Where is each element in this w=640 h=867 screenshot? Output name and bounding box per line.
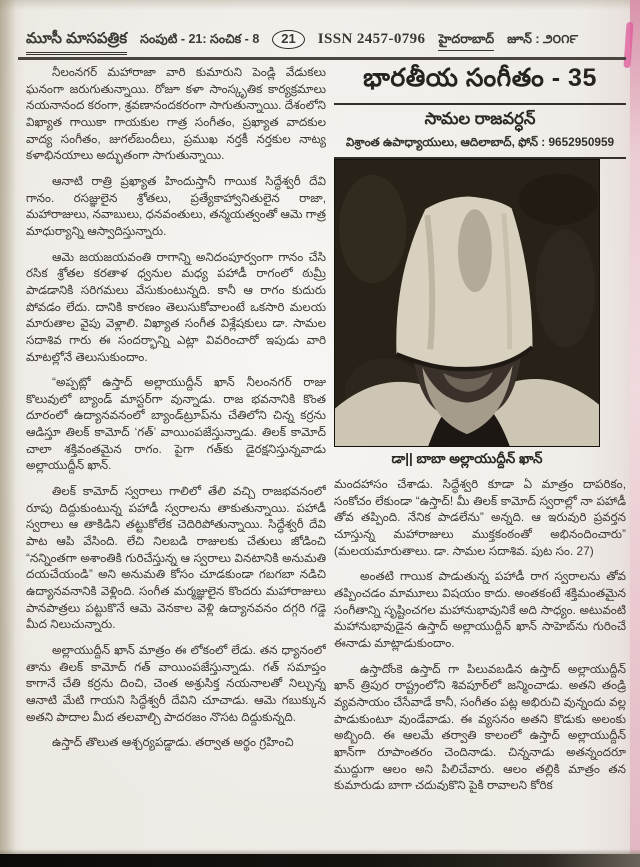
paragraph: ఆనాటి రాత్రి ప్రఖ్యాత హిందుస్తానీ గాయిక సిద్ధేశ్వరీ దేవి గానం. రసజ్ఞులైన శ్రోతలు, ప్రత్యేకాహ్వానితులైన రాజా, మహారాజులు, నవాబులు, ధనవంతులు, తన్మయత్వంతో ఆమె గాత్ర మాధుర్యాన్ని ఆస్వాదిస్తున్నారు. xyxy=(26,173,326,238)
paragraph: ఉస్తాదోంకె ఉస్తాద్ గా పిలువబడిన ఉస్తాద్ అల్లాయుద్దీన్ ఖాన్ త్రిపుర రాష్ట్రంలోని శివపూర్‌లో జన్మించాడు. అతని తండ్రి వ్యవసాయం చేసేవాడే కానీ, సంగీతం పట్ల అభిరుచి వున్నందు వల్ల పాడుకుంటూ వుండేవాడు. ఈ వ్యసనం అతని కొడుకు అలంకు అబ్బింది. ఈ ఆలమే తర్వాతి కాలంలో ఉస్తాద్ అల్లాయుద్దీన్ ఖాన్‌గా రూపాంతరం చెందినాడు. చిన్ననాడు అతన్నందరూ ముద్దుగా ఆలం అని పిలిచేవారు. ఆలం తల్లికి మాత్రం తన కుమారుడు బాగా చదువుకొని పైకి రావాలని కోరిక xyxy=(334,661,626,793)
article-series-title: భారతీయ సంగీతం - 35 xyxy=(334,64,626,105)
paragraph: “అప్పట్లో ఉస్తాద్ అల్లాయుద్దీన్ ఖాన్ నీలంనగర్ రాజు కొలువులో బ్యాండ్ మాస్టర్‌గా వున్నాడు. రాజ భవనానికి కొంత దూరంలో ఉద్యానవనంలో బ్యాండ్‌ట్రూప్‌ను చేతిలోని చిన్న కర్రను ఆడిస్తూ తిలక్ కామోద్ ‘గత్’ వాయింపజేస్తున్నాడు. తిలక్ కామోద్ చాలా శక్తివంతమైన రాగం. పైగా గత్‌కు డైరక్షనిస్తున్నవాడు అల్లాయుద్దీన్ ఖాన్. xyxy=(26,375,326,473)
portrait-photo xyxy=(334,159,600,447)
scan-edge-left xyxy=(0,0,16,867)
city-label: హైదరాబాద్ xyxy=(438,32,494,51)
paragraph: అల్లాయుద్దీన్ ఖాన్ మాత్రం ఈ లోకంలో లేడు. తన ధ్యానంలో తాను తిలక్ కామోద్ గత్ వాయింపజేస్తున్నాడు. గత్ సమాప్తం కాగానే చేతి కర్రను దించి, చెంత అశ్రుసిక్త నయనాలతో నిల్చున్న ఆనాటి మేటి గాయని సిద్ధేశ్వరీ దేవిని చూచాడు. ఆమె గబుక్కున అతని పాదాల మీద తలవాల్చి పాదరజం నొసట దిద్దుకున్నది. xyxy=(26,643,326,724)
page-header xyxy=(26,30,618,55)
paragraph: తిలక్ కామోద్ స్వరాలు గాలిలో తేలి వచ్చి రాజభవనంలో రూపు దిద్దుకుంటున్న పహాడీ స్వరాలను తాకుతున్నాయి. పహాడీ స్వరాలు ఆ తాకిడిని తట్టుకోలేక చెదిరిపోతున్నాయి. సిద్ధేశ్వరీ దేవి పాట ఆపి వేసింది. లేచి నిలబడి రాజులకు చేతులు జోడించి “నన్నింతగా అశాంతికి గురిచేస్తున్న ఆ స్వరాలు వినటానికి అనుమతి దయచేయండి” అని అనుమతి కోసం చూడకుండా గబగబా నడిచి ఉద్యానవనానికి వెళ్లింది. సంగీత మర్మజ్ఞులైన కొందరు మహారాజులు పానపాత్రలు పట్టుకొనే ఆమె వెనకాల వెళ్లి ఉద్యానవనం దగ్గరి గడ్డె మీద నిలుచున్నారు. xyxy=(26,484,326,632)
issn-label: ISSN 2457-0796 xyxy=(317,31,426,47)
right-article-column xyxy=(334,64,626,836)
paragraph: ఉస్తాద్ తొలుత ఆశ్చర్యపడ్డాడు. తర్వాత అర్థం గ్రహించి xyxy=(52,735,294,750)
paragraph: మందహాసం చేశాడు. సిద్ధేశ్వరి కూడా ఏ మాత్రం దాపరికం, సంకోచం లేకుండా “ఉస్తాద్! మీ తిలక్ కామోద్ స్వరాల్లో నా పహాడీ తోవ తప్పింది. నేనిక పాడలేను” అన్నది. ఆ ఇరువురి ప్రవర్తన చూస్తున్న మహారాజులు ముక్తకంఠంతో అభినందించారు” (మలయమారుతాలు. డా. సామల సదాశివ. పుట సం. 27) xyxy=(334,477,626,558)
author-byline: విశ్రాంత ఉపాధ్యాయులు, ఆదిలాబాద్, ఫోన్ : 9652950959 xyxy=(334,135,626,159)
left-text-column xyxy=(26,64,326,836)
scan-edge-top xyxy=(0,0,640,10)
article-author: సామల రాజవర్ధన్ xyxy=(424,110,536,128)
scan-edge-right xyxy=(630,0,640,867)
magazine-name: మూసీ మాసపత్రిక xyxy=(26,30,127,55)
paragraph: ఆమె జయజయవంతి రాగాన్ని అనిదంపూర్వంగా గానం చేసి రసిక శ్రోతల కరతాళ ధ్వనుల మధ్య పహాడీ రాగంలో ఠుమ్రీ పాడడానికి సరిగమలు వేసుకుంటున్నది. కానీ ఆ రాగం కుదురు పోవడం లేదు. దానికి కారణం తెలుసుకోవాలంటే ఒకసారి మలయ మారుతాల వైపు వెళ్లాలి. విఖ్యాత సంగీత విశ్లేషకులు డా. సామల సదాశివ గారు ఈ సందర్భాన్ని ఎట్లా వివరించారో ఇపుడు వారి మాటల్లోనే తెలుసుకుందాం. xyxy=(26,249,326,364)
header-divider-rule xyxy=(18,57,626,60)
scan-edge-bottom xyxy=(0,854,640,867)
photo-caption: డా|| బాబా అల్లాయుద్దీన్ ఖాన్ xyxy=(391,451,543,466)
date-label: జూన్ : ౨౦౧౯ xyxy=(507,32,579,46)
page-number-badge: 21 xyxy=(272,30,304,49)
paragraph: నీలంనగర్ మహారాజా వారి కుమారుని పెండ్లి వేడుకలు ఘనంగా జరుగుతున్నాయి. రోజూ కళా సాంస్కృతిక కార్యక్రమాలు నయనానంద కరంగా, శ్రవణానందకరంగా సాగుతున్నాయి. దేశంలోని విఖ్యాత గాయికా గాయకుల గాత్ర సంగీతం, ప్రఖ్యాత వాదకుల వాద్య సంగీతం, జుగల్‌బందీలు, ప్రముఖ నర్తకీ నర్తకుల నాట్య కళాభినయాలు అద్భుతంగా సాగుతున్నాయి. xyxy=(26,65,326,163)
issue-info: సంపుటి - 21: సంచిక - 8 xyxy=(140,32,260,46)
paragraph: అంతటి గాయిక పాడుతున్న పహాడీ రాగ స్వరాలను తోవ తప్పించడం మామూలు విషయం కాదు. అంతకంటే శక్తిమంతమైన సంగీతాన్ని సృష్టించగల మహానుభావునికే అది సాధ్యం. అటువంటి మహానుభావుడైన ఉస్తాద్ అల్లాయుద్దీన్ ఖాన్ సాహెబ్‌ను గురించే ఈనాడు మాట్లాడుకుందాం. xyxy=(334,569,626,650)
